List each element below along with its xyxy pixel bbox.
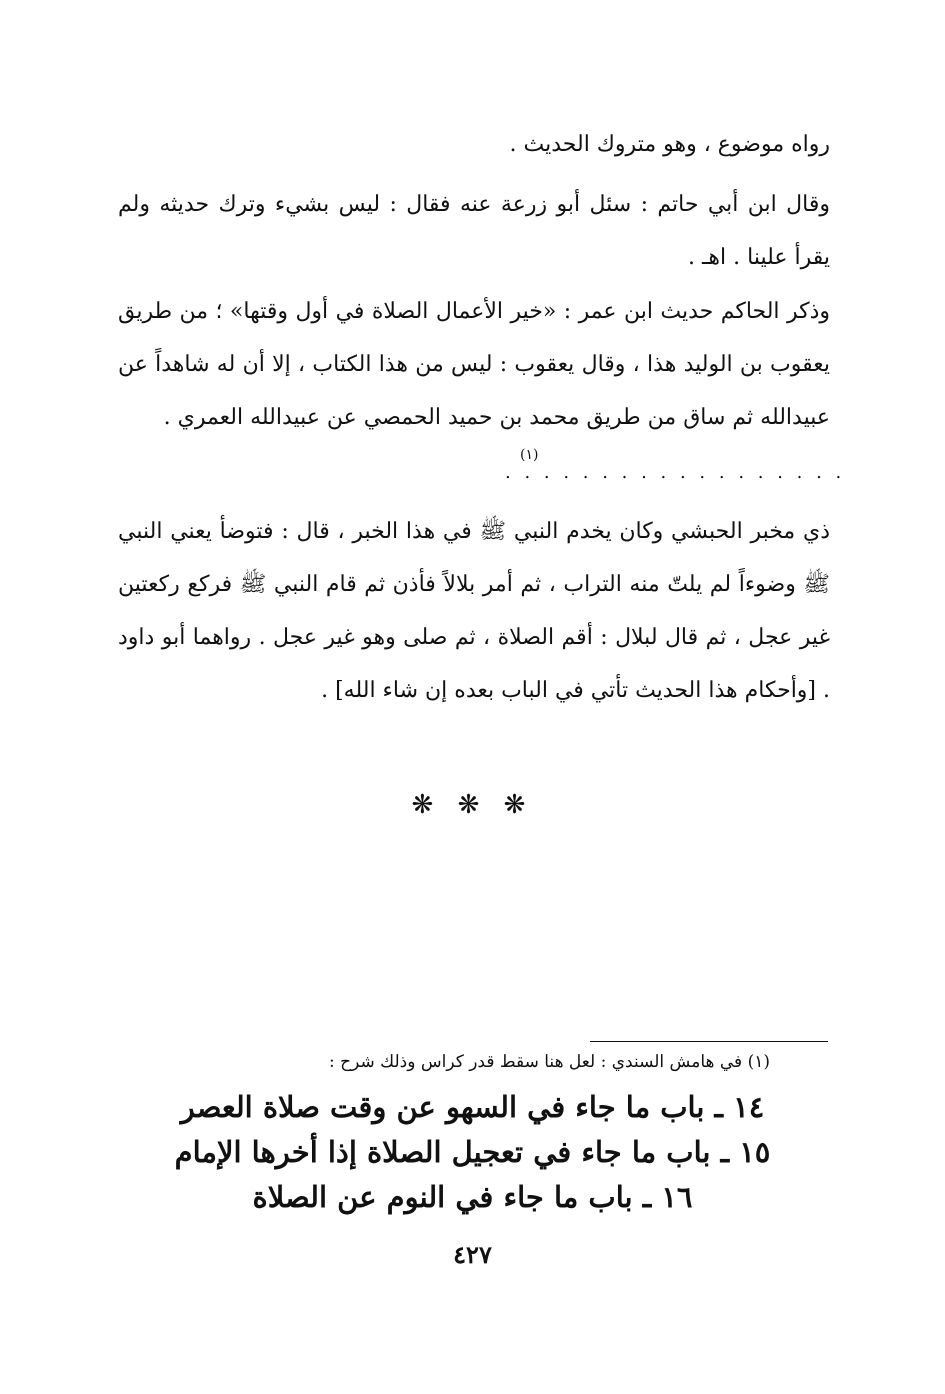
footnote-text: (١) في هامش السندي : لعل هنا سقط قدر كراس وذلك شرح : — [329, 1052, 770, 1072]
paragraph-3 — [118, 285, 830, 444]
paragraph-4 — [118, 505, 830, 717]
chapter-title-15: ١٥ ـ باب ما جاء في تعجيل الصلاة إذا أخرها الإمام — [174, 1135, 771, 1169]
paragraph-text: وذكر الحاكم حديث ابن عمر : «خير الأعمال الصلاة في أول وقتها» ؛ من طريق يعقوب بن الوليد هذا ، وقال يعقوب : ليس من هذا الكتاب ، إلا أن له شاهداً عن عبيدالله ثم ساق من طريق محمد بن حميد الحمصي عن عبيدالله العمري . — [118, 299, 830, 430]
footnote-divider — [590, 1041, 828, 1042]
ellipsis-dots: . . . . . . . . . . . . . . . . . . — [505, 462, 846, 483]
chapter-title-14: ١٤ ـ باب ما جاء في السهو عن وقت صلاة العصر — [180, 1090, 765, 1124]
paragraph-text: وقال ابن أبي حاتم : سئل أبو زرعة عنه فقال : ليس بشيء وترك حديثه ولم يقرأ علينا . اهـ . — [118, 192, 830, 270]
paragraph-text: رواه موضوع ، وهو متروك الحديث . — [509, 132, 830, 157]
paragraph-2 — [118, 178, 830, 284]
footnote-marker: (١) — [520, 447, 539, 463]
section-separator: ❋ ❋ ❋ — [411, 790, 534, 820]
chapter-title-16: ١٦ ـ باب ما جاء في النوم عن الصلاة — [252, 1180, 693, 1214]
paragraph-text: ذي مخبر الحبشي وكان يخدم النبي ﷺ في هذا الخبر ، قال : فتوضأ يعني النبي ﷺ وضوءاً لم يلتّ منه التراب ، ثم أمر بلالاً فأذن ثم قام النبي ﷺ فركع ركعتين غير عجل ، ثم قال لبلال : أقم الصلاة ، ثم صلى وهو غير عجل . رواهما أبو داود . [وأحكام هذا الحديث تأتي في الباب بعده إن شاء الله] . — [118, 519, 830, 703]
page-number: ٤٢٧ — [453, 1240, 492, 1269]
paragraph-1 — [118, 118, 830, 171]
